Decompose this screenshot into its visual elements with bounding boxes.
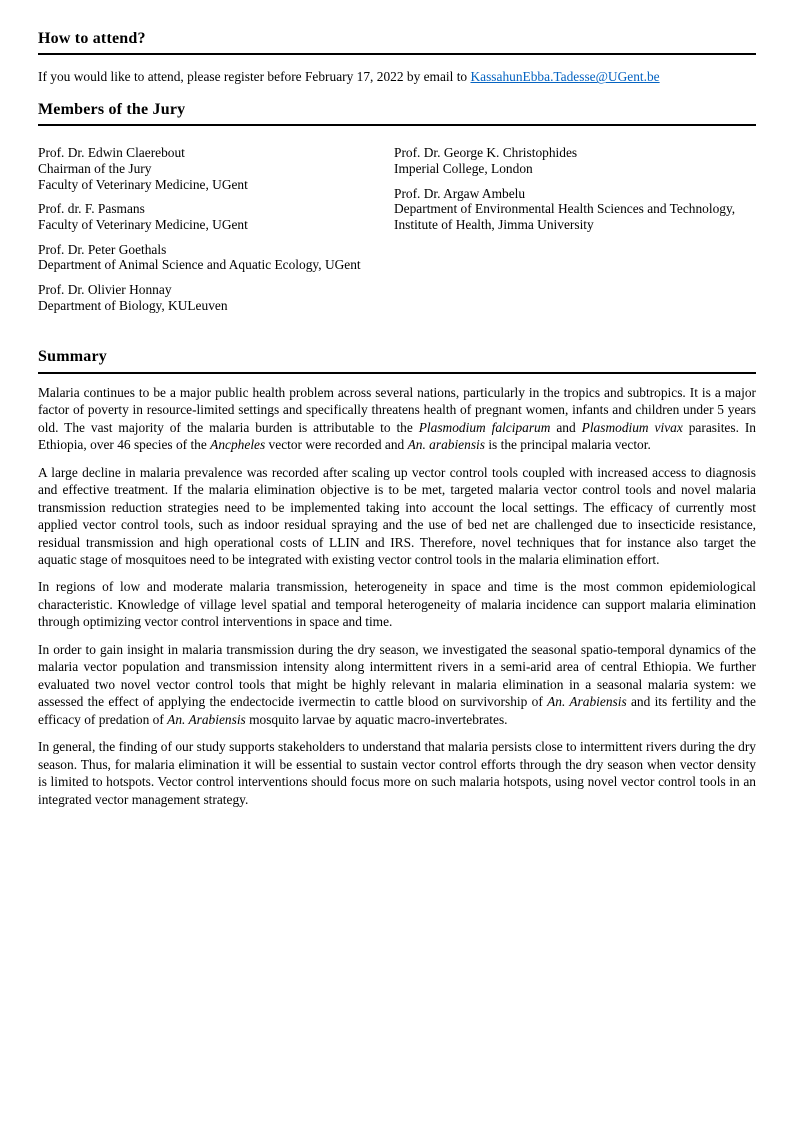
attend-instruction bbox=[38, 68, 756, 85]
jury-member-line: Prof. Dr. Edwin Claerebout bbox=[38, 145, 185, 161]
paragraph-text: In general, the finding of our study supports stakeholders to understand that malaria persists close to intermittent rivers during the dry season. Thus, for malaria elimination it will be essential to sustain vector control efforts through the dry season when vector density is limited to hotspots. Vector control interventions should focus more on such malaria hotspots, using novel vector control tools in an integrated vector management strategy. bbox=[38, 739, 756, 807]
species-name: An. Arabiensis bbox=[167, 711, 246, 727]
jury-member-line: Chairman of the Jury bbox=[38, 160, 152, 176]
jury-right-column bbox=[394, 145, 750, 322]
jury-member bbox=[38, 145, 383, 192]
summary-heading: Summary bbox=[38, 348, 756, 373]
jury-member-line: Faculty of Veterinary Medicine, UGent bbox=[38, 216, 248, 232]
paragraph-text: Malaria continues to be a major public health problem across several nations, particularly in the tropics and subtropics. It is a major factor of poverty in resource-limited settings and specifically threatens health of pregnant women, infants and children under 5 years old. The vast majority of the malaria burden is attributable to the bbox=[38, 384, 756, 435]
jury-heading: Members of the Jury bbox=[38, 101, 756, 126]
summary-paragraph bbox=[38, 384, 756, 454]
species-name: An. Arabiensis bbox=[547, 694, 627, 710]
species-name: Plasmodium vivax bbox=[581, 419, 683, 435]
jury-member-line: Prof. Dr. Olivier Honnay bbox=[38, 281, 172, 297]
paragraph-text: vector were recorded and bbox=[265, 437, 408, 453]
jury-member bbox=[38, 242, 383, 273]
summary-paragraph bbox=[38, 738, 756, 808]
jury-member-line: Department of Biology, KULeuven bbox=[38, 297, 228, 313]
jury-member-line: Prof. Dr. Argaw Ambelu bbox=[394, 185, 526, 201]
summary-paragraph bbox=[38, 641, 756, 728]
paragraph-text: In regions of low and moderate malaria transmission, heterogeneity in space and time is the most common epidemiological characteristic. Knowledge of village level spatial and temporal heterogeneity of malaria incidence can support malaria elimination through optimizing vector control interventions in space and time. bbox=[38, 579, 756, 630]
jury-member bbox=[38, 201, 383, 232]
species-name: An. arabiensis bbox=[407, 437, 485, 453]
species-name: Plasmodium falciparum bbox=[418, 419, 551, 435]
jury-columns bbox=[38, 145, 756, 322]
how-to-attend-heading: How to attend? bbox=[38, 30, 756, 55]
summary-paragraph bbox=[38, 464, 756, 569]
jury-member bbox=[394, 186, 739, 233]
jury-member-line: Department of Environmental Health Sciences and Technology, Institute of Health, Jimma University bbox=[394, 201, 736, 232]
paragraph-text: parasites. In Ethiopia, over 46 species of the bbox=[38, 419, 757, 453]
paragraph-text: mosquito larvae by aquatic macro-invertebrates. bbox=[245, 711, 508, 727]
jury-member-line: Prof. Dr. George K. Christophides bbox=[394, 145, 578, 161]
jury-member-line: Faculty of Veterinary Medicine, UGent bbox=[38, 176, 248, 192]
paragraph-text: is the principal malaria vector. bbox=[484, 437, 651, 453]
summary-body bbox=[38, 384, 756, 809]
jury-member-line: Prof. dr. F. Pasmans bbox=[38, 201, 145, 217]
jury-member bbox=[394, 145, 739, 176]
jury-member bbox=[38, 282, 383, 313]
paragraph-text: A large decline in malaria prevalence was recorded after scaling up vector control tools coupled with increased access to diagnosis and effective treatment. If the malaria elimination objective is to be met, targeted malaria vector control tools and novel malaria transmission reduction strategies need to be implemented taking into account the local settings. The efficacy of currently most applied vector control tools, such as indoor residual spraying and the use of bed net are challenged due to insecticide resistance, residual transmission and high operational costs of LLIN and IRS. Therefore, novel techniques that for instance also target the aquatic stage of mosquitoes need to be integrated with existing vector control tools in the malaria elimination effort. bbox=[38, 464, 756, 567]
paragraph-text: In order to gain insight in malaria transmission during the dry season, we investigated the seasonal spatio-temporal dynamics of the malaria vector population and transmission intensity along intermittent rivers in a semi-arid area of central Ethiopia. We further evaluated two novel vector control tools that might be highly relevant in malaria elimination in a seasonal malaria system: we assessed the effect of applying the endectocide ivermectin to cattle blood on survivorship of bbox=[38, 641, 756, 710]
jury-member-line: Prof. Dr. Peter Goethals bbox=[38, 241, 167, 257]
jury-member-line: Department of Animal Science and Aquatic Ecology, UGent bbox=[38, 257, 361, 273]
paragraph-text: and its fertility and the efficacy of predation of bbox=[38, 694, 756, 727]
species-name: Ancpheles bbox=[210, 437, 266, 453]
jury-member-line: Imperial College, London bbox=[394, 160, 533, 176]
paragraph-text: and bbox=[550, 419, 582, 435]
summary-paragraph bbox=[38, 578, 756, 630]
attend-instruction-text: If you would like to attend, please register before February 17, 2022 by email to bbox=[38, 69, 471, 85]
jury-left-column bbox=[38, 145, 394, 322]
email-link[interactable]: KassahunEbba.Tadesse@UGent.be bbox=[470, 69, 660, 85]
